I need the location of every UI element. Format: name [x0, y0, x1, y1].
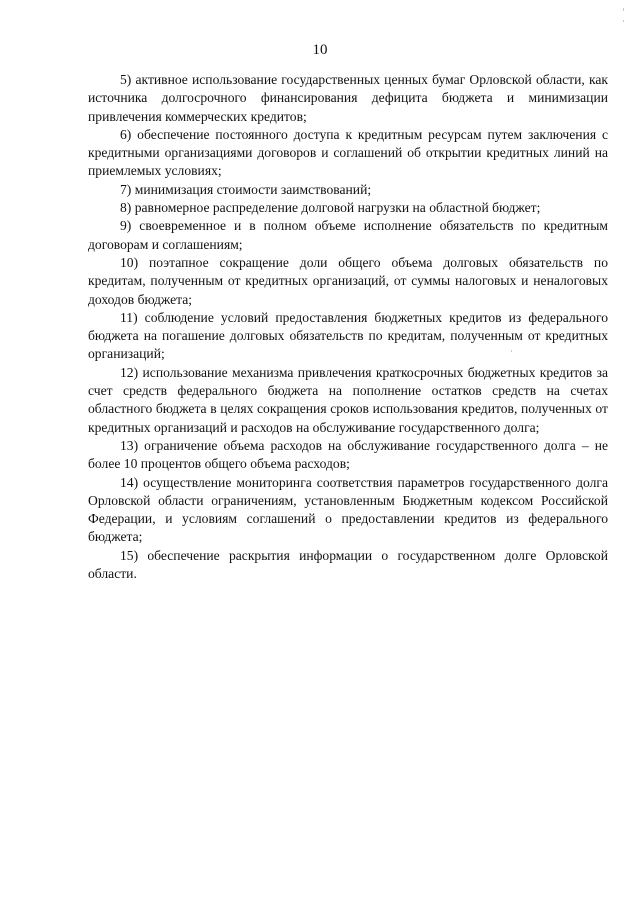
list-item-14: 14) осуществление мониторинга соответствия параметров государственного долга Орловской области ограничениям, установленным Бюджетным кодексом Российской Федерации, и условиям соглашений о предоставлении кредитов из федерального бюджета;	[88, 474, 608, 545]
list-item-5: 5) активное использование государственных ценных бумаг Орловской области, как источника долгосрочного финансирования дефицита бюджета и минимизации привлечения коммерческих кредитов;	[88, 72, 608, 124]
page-number: 10	[312, 42, 328, 58]
list-item-9: 9) своевременное и в полном объеме исполнение обязательств по кредитным договорам и соглашениям;	[88, 218, 608, 252]
list-item-13: 13) ограничение объема расходов на обслуживание государственного долга – не более 10 процентов общего объема расходов;	[88, 437, 608, 472]
list-item-11: 11) соблюдение условий предоставления бюджетных кредитов из федерального бюджета на погашение долговых обязательств по кредитам, полученным от кредитных организаций;	[88, 309, 608, 362]
document-body	[88, 71, 608, 583]
list-item-7: 7) минимизация стоимости заимствований;	[120, 181, 372, 197]
list-item-12: 12) использование механизма привлечения краткосрочных бюджетных кредитов за счет средств федерального бюджета на пополнение остатков средств на счетах областного бюджета в целях сокращения сроков использования кредитов, полученных от кредитных организаций и расходов на обслуживание государственного долга;	[88, 364, 608, 435]
list-item-8: 8) равномерное распределение долговой нагрузки на областной бюджет;	[120, 200, 541, 216]
list-item-6: 6) обеспечение постоянного доступа к кредитным ресурсам путем заключения с кредитными организациями договоров и соглашений об открытии кредитных линий на приемлемых условиях;	[88, 126, 608, 179]
list-item-10: 10) поэтапное сокращение доли общего объема долговых обязательств по кредитам, полученным от кредитных организаций, от суммы налоговых и неналоговых доходов бюджета;	[88, 254, 608, 307]
scan-artifact-mark	[623, 8, 624, 11]
scan-artifact-mark	[623, 20, 624, 22]
list-item-15: 15) обеспечение раскрытия информации о государственном долге Орловской области.	[88, 547, 608, 582]
